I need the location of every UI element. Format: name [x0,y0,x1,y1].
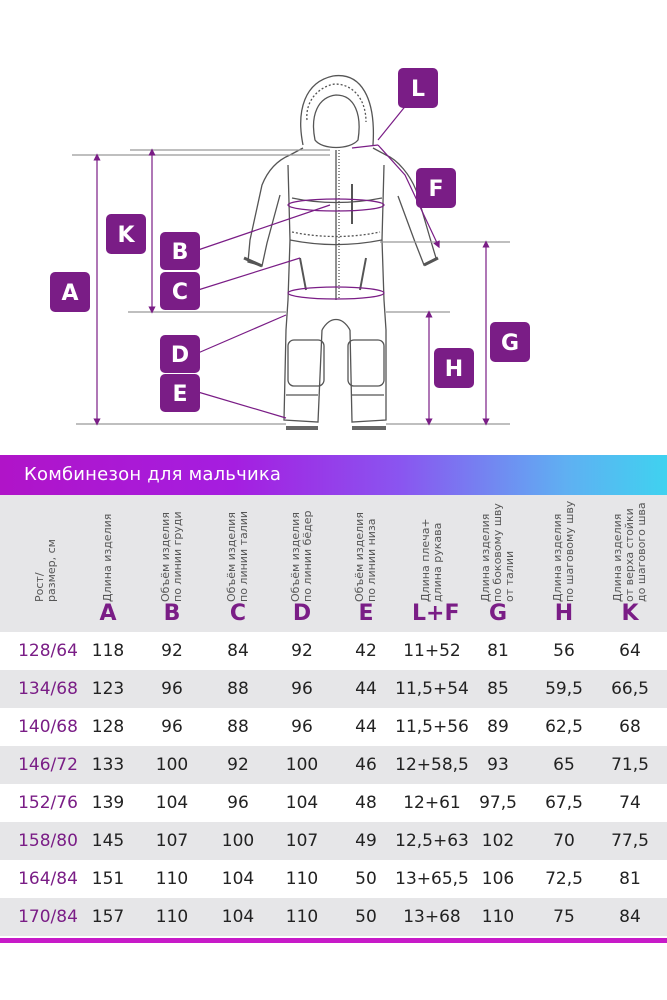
table-row [0,898,667,936]
value-cell: 97,5 [479,793,517,813]
value-cell: 75 [553,907,575,927]
column-description: Длина плеча+ длина рукава [419,518,444,602]
column-description: Объём изделия по линии груди [159,511,184,602]
column-header-k [611,502,648,602]
value-cell: 128 [91,717,125,737]
column-description: Длина изделия [101,513,114,602]
column-header-b [159,502,184,602]
value-cell: 67,5 [545,793,583,813]
column-letter: D [292,601,312,626]
value-cell: 107 [285,831,319,851]
value-cell: 72,5 [545,869,583,889]
value-cell: 12+61 [403,793,461,813]
value-cell: 42 [355,641,377,661]
label-K [106,214,146,254]
value-cell: 44 [355,679,377,699]
size-cell: 152/76 [18,793,78,813]
column-letter: G [488,601,508,626]
value-cell: 110 [155,907,189,927]
value-cell: 110 [285,869,319,889]
table-row [0,860,667,898]
size-cell: 170/84 [18,907,78,927]
column-letter: L+F [412,601,460,626]
value-cell: 96 [227,793,249,813]
value-cell: 44 [355,717,377,737]
value-cell: 106 [481,869,515,889]
column-letter: K [621,601,639,626]
value-cell: 92 [291,641,313,661]
column-header-a [102,502,114,602]
value-cell: 11+52 [403,641,461,661]
value-cell: 71,5 [611,755,649,775]
value-cell: 48 [355,793,377,813]
table-bottom-bar [0,938,667,943]
value-cell: 62,5 [545,717,583,737]
value-cell: 49 [355,831,377,851]
value-cell: 96 [291,679,313,699]
value-cell: 96 [161,679,183,699]
label-L [398,68,438,108]
value-cell: 151 [91,869,125,889]
column-description: Длина изделия по шаговому шву [551,500,576,602]
table-row [0,746,667,784]
value-cell: 107 [155,831,189,851]
value-cell: 85 [487,679,509,699]
value-cell: 123 [91,679,125,699]
value-cell: 64 [619,641,641,661]
column-header-c [225,502,250,602]
value-cell: 100 [155,755,189,775]
value-cell: 50 [355,869,377,889]
svg-text:A: A [61,281,79,306]
size-header [33,502,58,602]
value-cell: 88 [227,679,249,699]
table-row [0,708,667,746]
value-cell: 92 [161,641,183,661]
svg-text:E: E [172,382,188,407]
value-cell: 104 [155,793,189,813]
value-cell: 81 [487,641,509,661]
size-cell: 164/84 [18,869,78,889]
size-cell: 128/64 [18,641,78,661]
value-cell: 110 [155,869,189,889]
svg-text:K: K [117,223,135,248]
table-row [0,632,667,670]
svg-text:L: L [410,77,426,102]
value-cell: 145 [91,831,125,851]
value-cell: 46 [355,755,377,775]
label-H [434,348,474,388]
value-cell: 104 [285,793,319,813]
value-cell: 139 [91,793,125,813]
svg-text:F: F [428,177,444,202]
value-cell: 59,5 [545,679,583,699]
value-cell: 96 [161,717,183,737]
value-cell: 96 [291,717,313,737]
column-description: Длина изделия от верха стойки до шагового шва [611,502,648,602]
column-header-g [479,502,516,602]
table-row [0,822,667,860]
value-cell: 11,5+54 [395,679,469,699]
value-cell: 118 [91,641,125,661]
size-diagram [0,0,667,450]
value-cell: 50 [355,907,377,927]
column-description: Объём изделия по линии бёдер [289,510,314,602]
value-cell: 89 [487,717,509,737]
jumpsuit-icon [244,76,438,428]
size-cell: 146/72 [18,755,78,775]
label-E [160,374,200,412]
value-cell: 88 [227,717,249,737]
value-cell: 133 [91,755,125,775]
label-G [490,322,530,362]
value-cell: 68 [619,717,641,737]
svg-text:C: C [171,280,189,305]
size-table [0,495,667,940]
value-cell: 84 [227,641,249,661]
table-row [0,670,667,708]
column-header-l-f [419,502,444,602]
svg-text:D: D [170,343,190,368]
value-cell: 100 [221,831,255,851]
value-cell: 81 [619,869,641,889]
value-cell: 13+68 [403,907,461,927]
table-row [0,784,667,822]
column-header-d [289,502,314,602]
label-F [416,168,456,208]
column-description: Длина изделия по боковому шву от талии [479,503,516,602]
value-cell: 65 [553,755,575,775]
svg-text:B: B [171,240,189,265]
size-cell: 140/68 [18,717,78,737]
value-cell: 93 [487,755,509,775]
value-cell: 66,5 [611,679,649,699]
column-letter: A [99,601,117,626]
table-header [0,495,667,632]
label-C [160,272,200,310]
label-D [160,335,200,373]
column-header-h [551,500,576,602]
label-A [50,272,90,312]
value-cell: 12,5+63 [395,831,469,851]
svg-text:G: G [500,331,520,356]
jumpsuit-diagram [0,0,667,450]
value-cell: 74 [619,793,641,813]
value-cell: 110 [481,907,515,927]
value-cell: 70 [553,831,575,851]
column-letter: H [554,601,574,626]
value-cell: 56 [553,641,575,661]
value-cell: 13+65,5 [395,869,469,889]
column-letter: E [358,601,374,626]
value-cell: 102 [481,831,515,851]
value-cell: 110 [285,907,319,927]
size-header-label: Рост/ размер, см [33,539,58,602]
value-cell: 84 [619,907,641,927]
value-cell: 104 [221,869,255,889]
svg-text:H: H [444,357,464,382]
value-cell: 104 [221,907,255,927]
column-header-e [353,502,378,602]
title-banner [0,455,667,495]
value-cell: 11,5+56 [395,717,469,737]
label-B [160,232,200,270]
value-cell: 100 [285,755,319,775]
table-title: Комбинезон для мальчика [24,464,282,485]
value-cell: 12+58,5 [395,755,469,775]
value-cell: 77,5 [611,831,649,851]
value-cell: 92 [227,755,249,775]
size-cell: 158/80 [18,831,78,851]
column-letter: B [163,601,181,626]
size-cell: 134/68 [18,679,78,699]
column-description: Объём изделия по линии талии [225,510,250,602]
value-cell: 157 [91,907,125,927]
column-letter: C [229,601,247,626]
column-description: Объём изделия по линии низа [353,512,378,602]
